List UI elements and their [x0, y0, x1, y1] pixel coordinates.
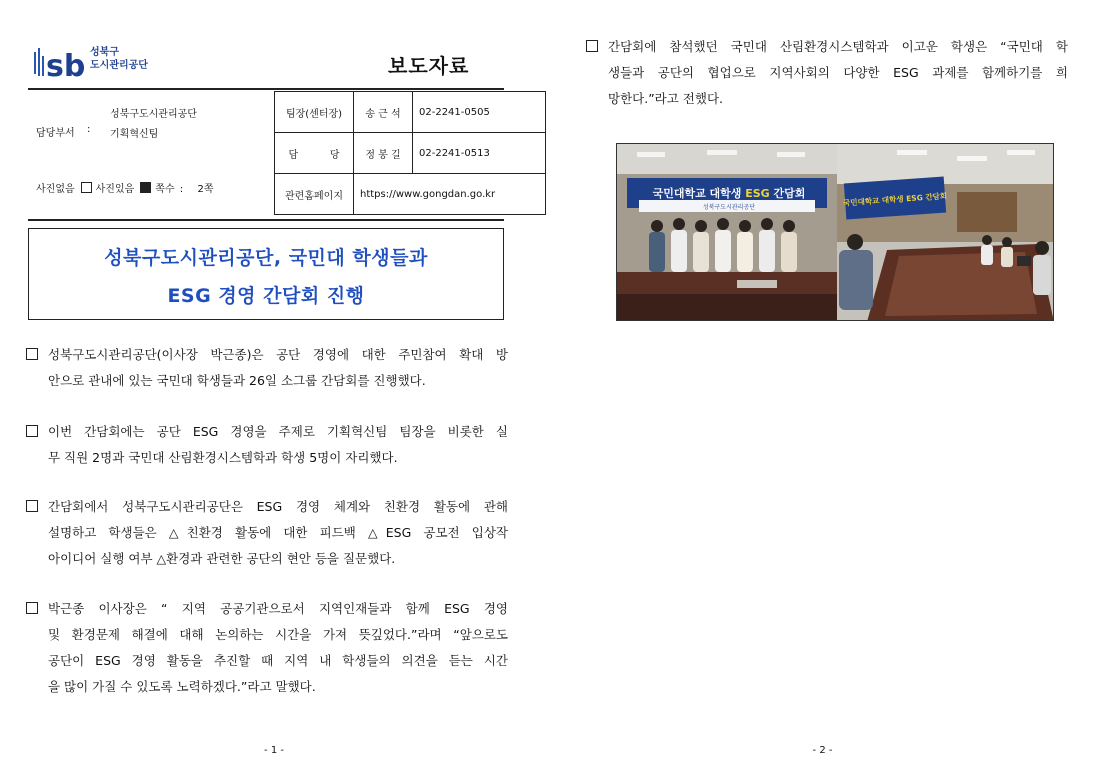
paragraph-1 [26, 342, 508, 394]
department-line-1: 성북구도시관리공단 [110, 109, 197, 120]
square-bullet-icon [586, 40, 598, 52]
group-photo-image [617, 144, 837, 320]
contact-phone: 02-2241-0505 [413, 92, 546, 133]
contact-role: 팀장(센터장) [275, 92, 354, 133]
homepage-row [275, 174, 546, 215]
paragraph-line: 망한다.”라고 전했다. [608, 91, 723, 106]
pages-value: 2쪽 [197, 184, 214, 195]
svg-text:국민대학교 대학생 ESG 간담회: 국민대학교 대학생 ESG 간담회 [652, 187, 806, 200]
contact-phone: 02-2241-0513 [413, 133, 546, 174]
paragraph-line: 박근종 이사장은 “ 지역 공공기관으로서 지역인재들과 함께 ESG 경영 [26, 596, 508, 622]
paragraph-line: 안으로 관내에 있는 국민대 학생들과 26일 소그룹 간담회를 진행했다. [48, 373, 426, 388]
contact-table [274, 91, 546, 215]
homepage-link[interactable]: https://www.gongdan.go.kr [354, 174, 546, 215]
headline-line-1: 성북구도시관리공단, 국민대 학생들과 [104, 247, 428, 269]
logo-line-2: 도시관리공단 [90, 60, 148, 71]
paragraph-line: 및 환경문제 해결에 대해 논의하는 시간을 가져 뜻깊었다.”라며 “앞으로도 [48, 627, 508, 642]
logo [30, 42, 180, 86]
contact-role: 담 당 [275, 133, 354, 174]
no-photo-checkbox-icon [81, 182, 92, 193]
square-bullet-icon [26, 500, 38, 512]
press-release-title: 보도자료 [388, 54, 470, 78]
paragraph-line: 아이디어 실행 여부 △환경과 관련한 공단의 현안 등을 질문했다. [48, 551, 396, 566]
group-photo [617, 144, 837, 320]
square-bullet-icon [26, 425, 38, 437]
headline-line-2: ESG 경영 간담회 진행 [167, 285, 365, 307]
paragraph-3 [26, 494, 508, 572]
page-1 [0, 0, 548, 769]
contact-name: 정 봉 길 [354, 133, 413, 174]
homepage-label: 관련홈페이지 [275, 174, 354, 215]
department-colon: : [87, 124, 91, 135]
svg-text:국민대학교 대학생 ESG 간담회: 국민대학교 대학생 ESG 간담회 [842, 191, 948, 208]
headline-box [28, 228, 504, 320]
no-photo-label: 사진없음 [36, 184, 75, 195]
photo-info [36, 180, 218, 195]
header-divider [28, 88, 504, 90]
paragraph-line: 을 많이 가질 수 있도록 노력하겠다.”라고 말했다. [48, 679, 316, 694]
has-photo-checkbox-icon [140, 182, 151, 193]
paragraph-line: 간담회에 참석했던 국민대 산림환경시스템학과 이고운 학생은 “국민대 학 [586, 34, 1068, 60]
pages-label: 쪽수 : [155, 184, 184, 195]
logo-line-1: 성북구 [90, 47, 119, 58]
page-2 [548, 0, 1097, 769]
department-line-2: 기획혁신팀 [110, 129, 159, 140]
contact-name: 송 근 석 [354, 92, 413, 133]
logo-text [90, 46, 148, 72]
department-name [110, 105, 197, 145]
paragraph-line: 이번 간담회에는 공단 ESG 경영을 주제로 기획혁신팀 팀장을 비롯한 실 [26, 419, 508, 445]
logo-mark-text: sb [46, 49, 86, 84]
paragraph-4 [26, 596, 508, 700]
paragraph-line: 생들과 공단의 협업으로 지역사회의 다양한 ESG 과제를 함께하기를 희 [608, 65, 1068, 80]
meeting-photo [837, 144, 1053, 320]
page-number: - 1 - [264, 745, 284, 756]
paragraph-line: 공단이 ESG 경영 활동을 추진할 때 지역 내 학생들의 의견을 듣는 시간 [48, 653, 508, 668]
has-photo-label: 사진있음 [95, 184, 135, 195]
paragraph-2 [26, 419, 508, 471]
paragraph-5 [586, 34, 1068, 112]
square-bullet-icon [26, 348, 38, 360]
paragraph-line: 간담회에서 성북구도시관리공단은 ESG 경영 체계와 친환경 활동에 관해 [26, 494, 508, 520]
logo-mark-icon [30, 42, 90, 86]
square-bullet-icon [26, 602, 38, 614]
photo-strip [616, 143, 1054, 321]
paragraph-line: 설명하고 학생들은 △친환경 활동에 대한 피드백 △ESG 공모전 입상작 [48, 525, 508, 540]
page-number: - 2 - [812, 745, 833, 756]
contact-row [275, 92, 546, 133]
department-label: 담당부서 [36, 128, 75, 139]
header-divider-bottom [28, 219, 504, 221]
meeting-photo-image [837, 144, 1053, 320]
paragraph-line: 무 직원 2명과 국민대 산림환경시스템학과 학생 5명이 자리했다. [48, 450, 398, 465]
svg-text:성북구도시관리공단: 성북구도시관리공단 [702, 204, 756, 211]
contact-row [275, 133, 546, 174]
paragraph-line: 성북구도시관리공단(이사장 박근종)은 공단 경영에 대한 주민참여 확대 방 [26, 342, 508, 368]
